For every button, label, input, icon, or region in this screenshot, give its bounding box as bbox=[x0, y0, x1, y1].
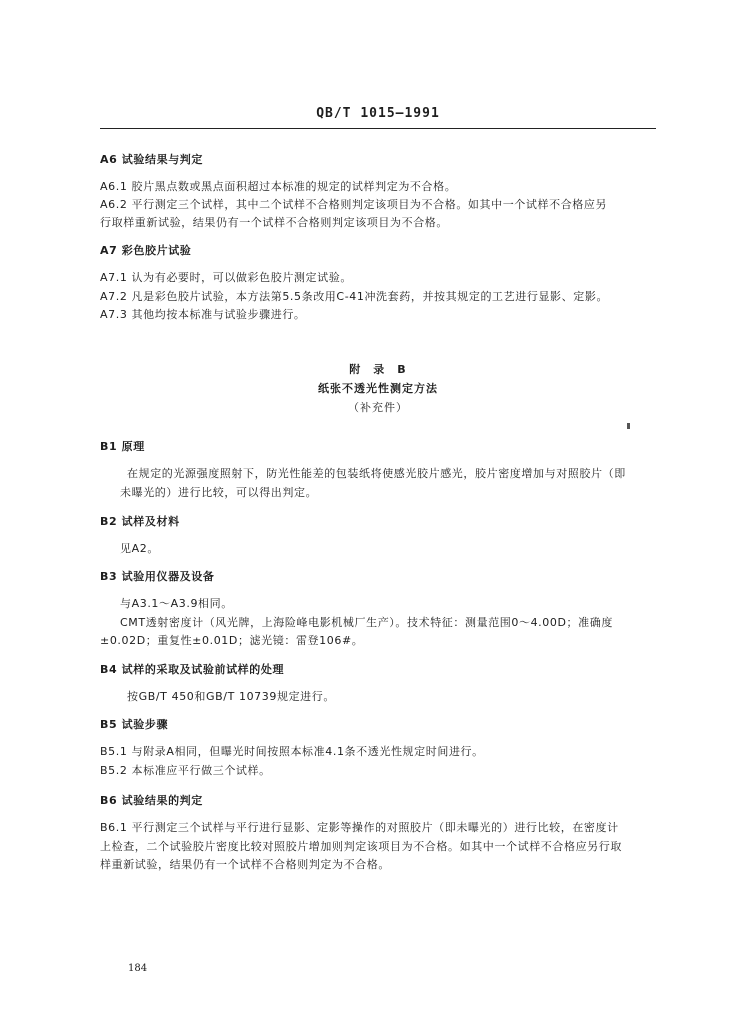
b6-1-text-line1: B6.1 平行测定三个试样与平行进行显影、定影等操作的对照胶片（即未曝光的）进行比较，在密度计 bbox=[100, 821, 619, 834]
b2-text: 见A2。 bbox=[120, 542, 159, 555]
a6-2-text-line2: 行取样重新试验，结果仍有一个试样不合格则判定该项目为不合格。 bbox=[100, 216, 448, 229]
a6-2-text-line1: A6.2 平行测定三个试样，其中二个试样不合格则判定该项目为不合格。如其中一个试样不合格应另 bbox=[100, 198, 608, 211]
section-b5-heading: B5 试验步骤 bbox=[100, 718, 169, 731]
a6-1-text: A6.1 胶片黑点数或黑点面积超过本标准的规定的试样判定为不合格。 bbox=[100, 180, 457, 193]
a7-2-text: A7.2 凡是彩色胶片试验，本方法第5.5条改用C-41冲洗套药，并按其规定的工艺进行显影、定影。 bbox=[100, 290, 609, 303]
a7-1-text: A7.1 认为有必要时，可以做彩色胶片测定试验。 bbox=[100, 271, 352, 284]
appendix-subtitle: （补充件） bbox=[348, 401, 408, 414]
scan-speck bbox=[627, 423, 630, 429]
section-a7-heading: A7 彩色胶片试验 bbox=[100, 244, 192, 257]
standard-header: QB/T 1015—1991 bbox=[316, 106, 440, 121]
a7-3-text: A7.3 其他均按本标准与试验步骤进行。 bbox=[100, 308, 306, 321]
b3-text-2-line1: CMT透射密度计（风光牌，上海险峰电影机械厂生产）。技术特征：测量范围0～4.00D；准确度 bbox=[120, 616, 613, 629]
b4-text: 按GB/T 450和GB/T 10739规定进行。 bbox=[127, 690, 335, 703]
b5-2-text: B5.2 本标准应平行做三个试样。 bbox=[100, 764, 271, 777]
appendix-label: 附 录 B bbox=[349, 363, 407, 376]
b3-text-2-line2: ±0.02D；重复性±0.01D；滤光镜：雷登106#。 bbox=[100, 634, 364, 647]
section-b3-heading: B3 试验用仪器及设备 bbox=[100, 570, 215, 583]
b5-1-text: B5.1 与附录A相同，但曝光时间按照本标准4.1条不透光性规定时间进行。 bbox=[100, 745, 484, 758]
section-b1-heading: B1 原理 bbox=[100, 440, 145, 453]
section-b6-heading: B6 试验结果的判定 bbox=[100, 794, 203, 807]
b3-text-1: 与A3.1～A3.9相同。 bbox=[120, 597, 233, 610]
page-number: 184 bbox=[128, 963, 148, 974]
section-a6-heading: A6 试验结果与判定 bbox=[100, 153, 203, 166]
section-b2-heading: B2 试样及材料 bbox=[100, 515, 180, 528]
header-rule bbox=[100, 128, 656, 129]
b1-text-line1: 在规定的光源强度照射下，防光性能差的包装纸将使感光胶片感光，胶片密度增加与对照胶片（即 bbox=[127, 467, 626, 480]
appendix-title: 纸张不透光性测定方法 bbox=[318, 382, 438, 395]
section-b4-heading: B4 试样的采取及试验前试样的处理 bbox=[100, 663, 285, 676]
b6-1-text-line2: 上检查，二个试验胶片密度比较对照胶片增加则判定该项目为不合格。如其中一个试样不合格应另行取 bbox=[100, 840, 622, 853]
b6-1-text-line3: 样重新试验，结果仍有一个试样不合格则判定为不合格。 bbox=[100, 858, 390, 871]
b1-text-line2: 未曝光的）进行比较，可以得出判定。 bbox=[120, 486, 318, 499]
